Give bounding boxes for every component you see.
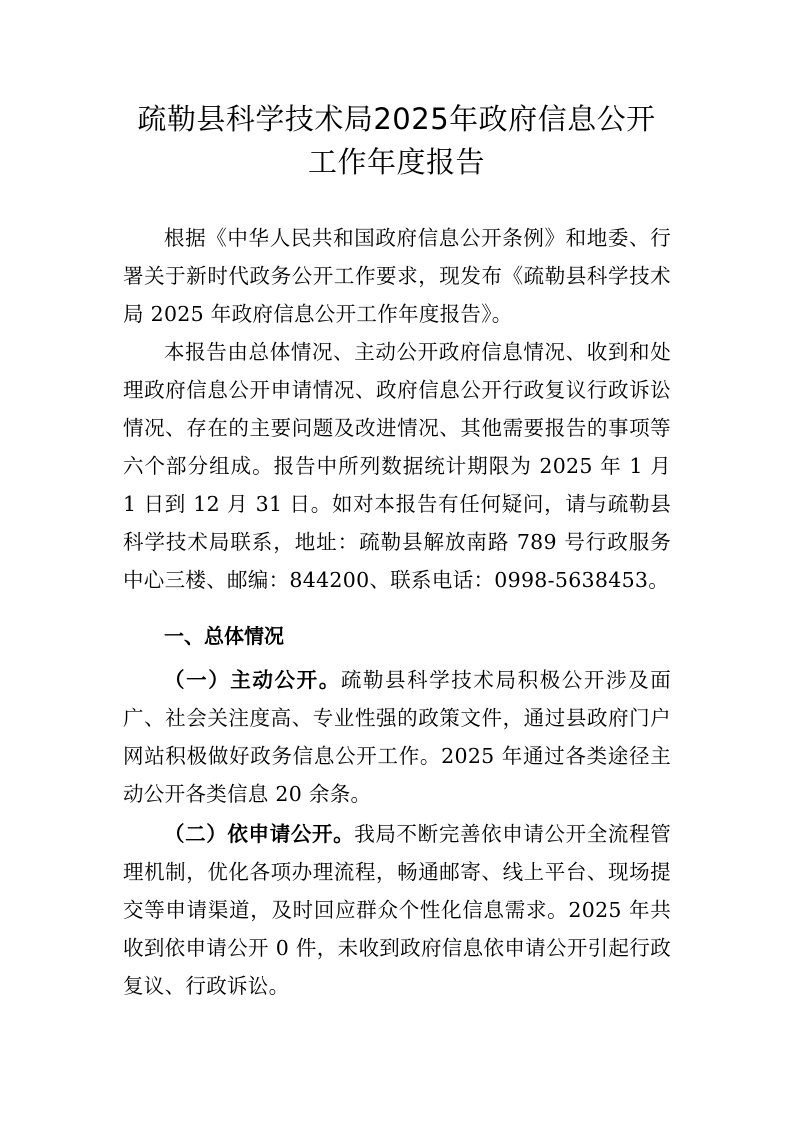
- section-heading-overall: 一、总体情况: [164, 624, 284, 648]
- document-title-line1: 疏勒县科学技术局2025年政府信息公开: [137, 102, 656, 136]
- subsection-proactive-disclosure: [123, 661, 671, 813]
- intro-paragraph: 根据《中华人民共和国政府信息公开条例》和地委、行署关于新时代政务公开工作要求，现发布《疏勒县科学技术局 2025 年政府信息公开工作年度报告》。: [123, 226, 671, 326]
- subsection-proactive-text: 疏勒县科学技术局积极公开涉及面广、社会关注度高、专业性强的政策文件，通过县政府门户网站积极做好政务信息公开工作。2025 年通过各类途径主动公开各类信息 20 余条。: [123, 668, 672, 806]
- report-scope-paragraph: 本报告由总体情况、主动公开政府信息情况、收到和处理政府信息公开申请情况、政府信息公开行政复议行政诉讼情况、存在的主要问题及改进情况、其他需要报告的事项等六个部分组成。报告中所列数据统计期限为 2025 年 1 月 1 日到 12 月 31 日。如对本报告有任何疑问，请与疏勒县科学技术局联系，地址：疏勒县解放南路 789 号行政服务中心三楼、邮编：844200、联系电话：0998-5638453。: [123, 340, 671, 592]
- subsection-proactive-lead: （一）主动公开。: [164, 668, 341, 692]
- document-title-line2: 工作年度报告: [307, 145, 485, 179]
- subsection-application-disclosure: [123, 815, 671, 1005]
- subsection-application-lead: （二）依申请公开。: [164, 822, 355, 846]
- subsection-application-text: 我局不断完善依申请公开全流程管理机制，优化各项办理流程，畅通邮寄、线上平台、现场提交等申请渠道，及时回应群众个性化信息需求。2025 年共收到依申请公开 0 件，未收到政府信息依申请公开引起行政复议、行政诉讼。: [123, 822, 672, 998]
